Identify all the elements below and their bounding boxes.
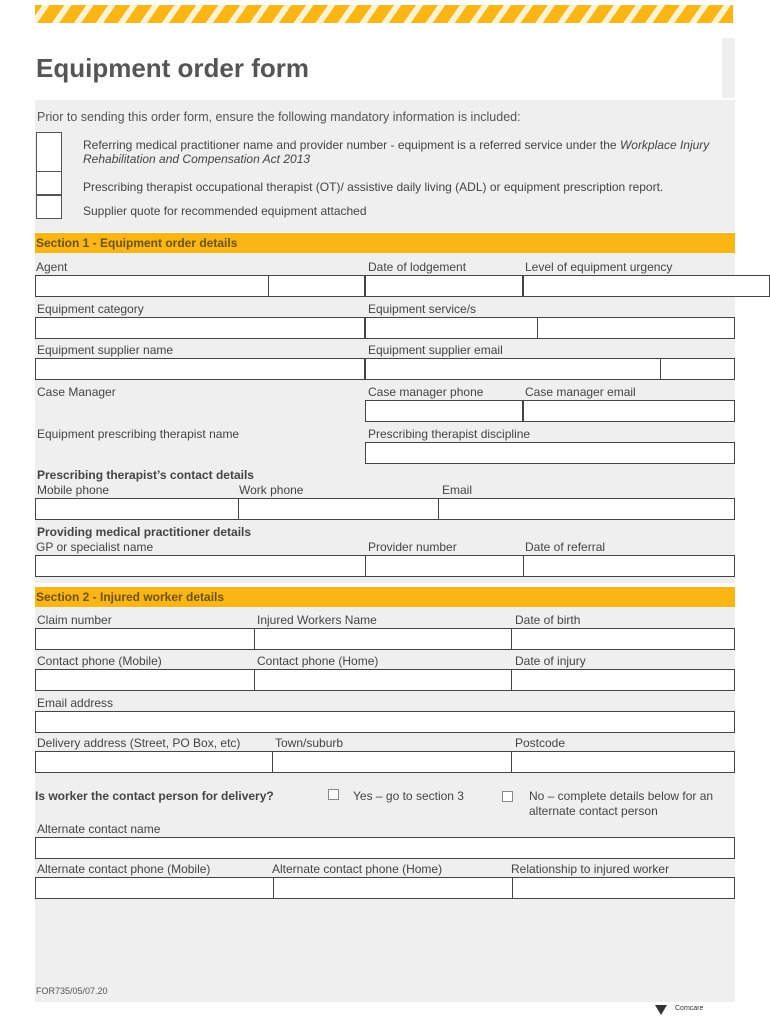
- gp-name-input[interactable]: [35, 555, 366, 577]
- urgency-select[interactable]: [523, 275, 770, 297]
- agent-input[interactable]: [35, 275, 269, 297]
- phone-mobile-input[interactable]: [35, 669, 255, 691]
- dob-input[interactable]: [511, 628, 735, 650]
- alt-home-input[interactable]: [273, 877, 513, 899]
- delivery-address-input[interactable]: [35, 751, 273, 773]
- yes-checkbox[interactable]: [328, 789, 339, 800]
- contact-question: Is worker the contact person for delivery?: [35, 789, 274, 803]
- no-option-label-line1: No – complete details below for an: [529, 789, 714, 803]
- practitioner-heading: Providing medical practitioner details: [37, 525, 252, 539]
- agent-extra-input[interactable]: [268, 275, 365, 297]
- therapist-discipline-input[interactable]: [365, 442, 735, 464]
- therapist-contact-heading: Prescribing therapist’s contact details: [37, 468, 254, 482]
- dob-label: Date of birth: [515, 613, 581, 627]
- checklist-box-referral[interactable]: [36, 132, 62, 172]
- therapist-discipline-label: Prescribing therapist discipline: [368, 427, 531, 441]
- comcare-logo-icon: [655, 1005, 667, 1015]
- supplier-name-label: Equipment supplier name: [37, 343, 174, 357]
- therapist-work-phone-input[interactable]: [238, 498, 439, 520]
- phone-home-input[interactable]: [254, 669, 512, 691]
- therapist-email-input[interactable]: [438, 498, 735, 520]
- supplier-email-label: Equipment supplier email: [368, 343, 503, 357]
- no-option-label-line2: alternate contact person: [529, 804, 658, 818]
- therapist-email-label: Email: [442, 483, 473, 497]
- worker-name-input[interactable]: [254, 628, 512, 650]
- date-lodgement-input[interactable]: [365, 275, 523, 297]
- provider-number-input[interactable]: [365, 555, 524, 577]
- checklist-box-report[interactable]: [36, 171, 62, 195]
- page-title: Equipment order form: [36, 53, 310, 83]
- therapist-mobile-input[interactable]: [35, 498, 239, 520]
- date-lodgement-label: Date of lodgement: [368, 260, 467, 274]
- no-checkbox[interactable]: [502, 791, 513, 802]
- intro-text: Prior to sending this order form, ensure the following mandatory information is included:: [37, 110, 521, 124]
- title-panel-edge: [722, 38, 735, 98]
- town-input[interactable]: [272, 751, 512, 773]
- provider-number-label: Provider number: [368, 540, 457, 554]
- claim-number-input[interactable]: [35, 628, 255, 650]
- relationship-label: Relationship to injured worker: [511, 862, 670, 876]
- supplier-email-input[interactable]: [365, 358, 661, 380]
- urgency-label: Level of equipment urgency: [525, 260, 673, 274]
- town-label: Town/suburb: [275, 736, 344, 750]
- case-manager-phone-label: Case manager phone: [368, 385, 484, 399]
- date-referral-input[interactable]: [523, 555, 735, 577]
- form-code: FOR735/05/07.20: [36, 986, 108, 996]
- checklist-item-report: Prescribing therapist occupational therapist (OT)/ assistive daily living (ADL) or equipment prescription report.: [83, 180, 664, 194]
- section-2-header: Section 2 - Injured worker details: [35, 587, 735, 607]
- phone-mobile-label: Contact phone (Mobile): [37, 654, 162, 668]
- email-address-input[interactable]: [35, 711, 735, 733]
- case-manager-phone-input[interactable]: [365, 400, 523, 422]
- worker-name-label: Injured Workers Name: [257, 613, 377, 627]
- agent-label: Agent: [36, 260, 68, 274]
- section-1-header: Section 1 - Equipment order details: [35, 233, 735, 253]
- alt-home-label: Alternate contact phone (Home): [272, 862, 443, 876]
- category-label: Equipment category: [37, 302, 144, 316]
- alt-name-label: Alternate contact name: [37, 822, 161, 836]
- case-manager-email-label: Case manager email: [525, 385, 636, 399]
- checklist-item-quote: Supplier quote for recommended equipment attached: [83, 204, 367, 218]
- therapist-name-label: Equipment prescribing therapist name: [37, 427, 240, 441]
- claim-number-label: Claim number: [37, 613, 112, 627]
- postcode-label: Postcode: [515, 736, 566, 750]
- alt-name-input[interactable]: [35, 837, 735, 859]
- category-input[interactable]: [35, 317, 365, 339]
- supplier-email-extra-input[interactable]: [660, 358, 735, 380]
- services-label: Equipment service/s: [368, 302, 477, 316]
- postcode-input[interactable]: [511, 751, 735, 773]
- header-stripe: [35, 5, 733, 23]
- date-injury-label: Date of injury: [515, 654, 586, 668]
- case-manager-label: Case Manager: [37, 385, 116, 399]
- case-manager-email-input[interactable]: [523, 400, 735, 422]
- phone-home-label: Contact phone (Home): [257, 654, 379, 668]
- email-address-label: Email address: [37, 696, 114, 710]
- delivery-address-label: Delivery address (Street, PO Box, etc): [37, 736, 241, 750]
- checklist-box-quote[interactable]: [36, 195, 62, 219]
- services-input[interactable]: [365, 317, 538, 339]
- date-injury-input[interactable]: [511, 669, 735, 691]
- work-phone-label: Work phone: [239, 483, 304, 497]
- checklist-item-referral: Referring medical practitioner name and provider number - equipment is a referred service under the Workplace Injury Rehabilitation and Compensation Act 2013: [83, 138, 710, 166]
- gp-name-label: GP or specialist name: [36, 540, 154, 554]
- relationship-input[interactable]: [512, 877, 735, 899]
- mobile-phone-label: Mobile phone: [37, 483, 110, 497]
- services-extra-input[interactable]: [537, 317, 735, 339]
- alt-mobile-label: Alternate contact phone (Mobile): [37, 862, 211, 876]
- date-referral-label: Date of referral: [525, 540, 606, 554]
- yes-option-label: Yes – go to section 3: [353, 789, 464, 803]
- alt-mobile-input[interactable]: [35, 877, 274, 899]
- supplier-name-input[interactable]: [35, 358, 365, 380]
- brand-name: Comcare: [675, 1005, 704, 1012]
